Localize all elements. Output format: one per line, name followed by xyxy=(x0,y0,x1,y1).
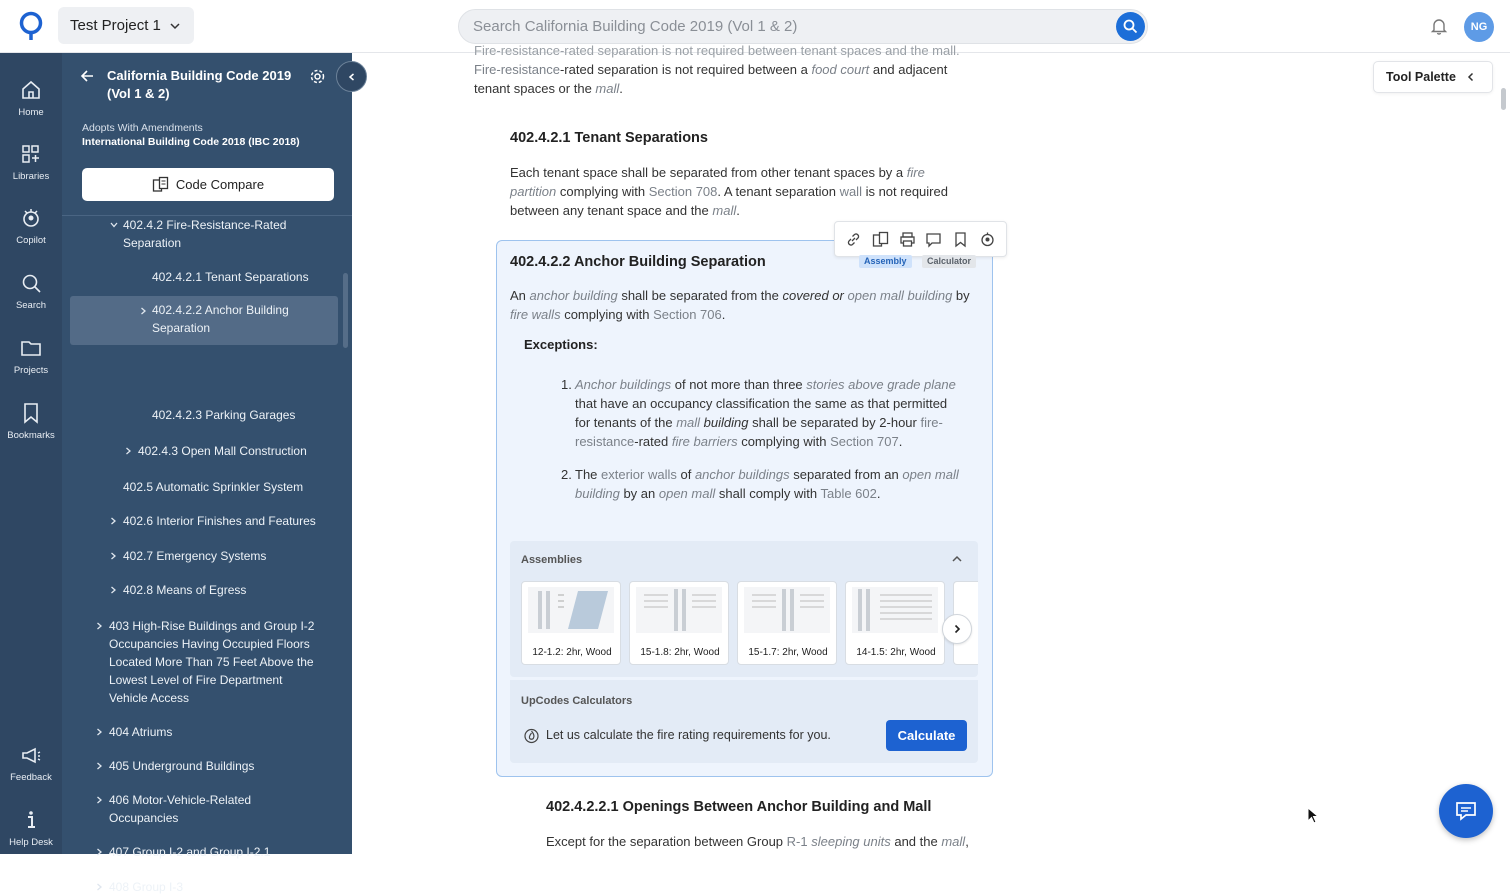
gear-icon[interactable] xyxy=(309,68,326,85)
tree-label: 402.4.2.1 Tenant Separations xyxy=(152,270,309,284)
text: shall comply with xyxy=(715,486,821,501)
tree-label: Lowest Level of Fire Department xyxy=(109,673,283,687)
text: by an xyxy=(619,486,659,501)
tree-label: 403 High-Rise Buildings and Group I-2 xyxy=(109,619,315,633)
defined-term[interactable]: Fire-resistance xyxy=(474,62,560,77)
assemblies-title: Assemblies xyxy=(521,554,583,566)
compare-icon[interactable] xyxy=(872,231,889,248)
tree-label: Occupancies xyxy=(109,811,179,825)
comment-icon[interactable] xyxy=(925,231,942,248)
exception-2 xyxy=(575,465,975,503)
tree-item-403[interactable] xyxy=(109,617,339,707)
rail-label: Projects xyxy=(13,365,49,376)
text: . xyxy=(619,81,623,96)
text: . xyxy=(898,434,903,449)
paragraph-mall xyxy=(474,60,994,98)
project-selector[interactable] xyxy=(58,7,194,44)
tree-label: 402.8 Means of Egress xyxy=(123,583,247,597)
section-heading-402-4-2-1: 402.4.2.1 Tenant Separations xyxy=(510,130,708,146)
print-icon[interactable] xyxy=(899,231,916,248)
text: by xyxy=(952,288,970,303)
section-action-bar xyxy=(834,221,1007,257)
text: tenant spaces or the xyxy=(474,81,596,96)
calculators-panel xyxy=(510,680,978,763)
section-link[interactable]: Section 707 xyxy=(830,434,899,449)
text: separated from an xyxy=(789,467,903,482)
sidebar-scrollbar[interactable] xyxy=(343,273,348,348)
defined-term[interactable]: food court xyxy=(811,62,870,77)
defined-term[interactable]: exterior walls xyxy=(601,467,677,482)
text: . xyxy=(736,203,740,218)
defined-term[interactable]: mall xyxy=(941,834,966,849)
tree-item-402-5[interactable] xyxy=(123,478,333,496)
section-heading-402-4-2-2-1: 402.4.2.2.1 Openings Between Anchor Building and Mall xyxy=(546,799,932,815)
rail-label: Libraries xyxy=(12,171,50,182)
libraries-icon xyxy=(20,143,42,165)
tree-label: Located More Than 75 Feet Above the xyxy=(109,655,314,669)
calculate-button[interactable]: Calculate xyxy=(886,720,967,751)
home-icon xyxy=(20,79,42,101)
rail-search[interactable] xyxy=(0,272,62,311)
search-button[interactable] xyxy=(1116,12,1145,41)
mouse-cursor-icon xyxy=(1307,807,1319,825)
section-heading-402-4-2-2: 402.4.2.2 Anchor Building Separation xyxy=(510,254,766,270)
tree-item-408[interactable] xyxy=(109,878,329,896)
text: The xyxy=(575,467,602,482)
tree-item-406[interactable] xyxy=(109,791,329,827)
link-icon[interactable] xyxy=(845,231,862,248)
chevron-right-icon xyxy=(94,727,104,737)
chevron-left-icon xyxy=(347,72,357,82)
nav-rail xyxy=(0,53,62,854)
tool-palette-label: Tool Palette xyxy=(1386,69,1456,84)
chevron-right-icon xyxy=(94,761,104,771)
tree-item-402-4-2[interactable] xyxy=(123,216,333,252)
defined-term[interactable]: open mall xyxy=(658,486,716,501)
chevron-right-icon xyxy=(108,516,118,526)
collapse-sidebar-button[interactable] xyxy=(336,61,367,92)
paragraph-anchor xyxy=(510,286,980,324)
exception-number: 1. xyxy=(561,377,572,392)
text: -rated separation is not required between a xyxy=(559,62,812,77)
text: Each tenant space shall be separated from other tenant spaces by a xyxy=(510,165,907,180)
tree-item-402-4-2-1[interactable] xyxy=(152,268,342,286)
text: covered or xyxy=(782,288,844,303)
defined-term[interactable]: fire barriers xyxy=(671,434,738,449)
back-arrow-icon[interactable] xyxy=(80,69,94,83)
defined-term[interactable]: fire- xyxy=(920,415,943,430)
text: -rated xyxy=(634,434,672,449)
folder-icon xyxy=(20,337,42,359)
chevron-right-icon xyxy=(108,551,118,561)
text: and the xyxy=(890,834,942,849)
defined-term[interactable]: fire xyxy=(906,165,925,180)
text: for tenants of the xyxy=(575,415,677,430)
tree-label: Separation xyxy=(152,321,211,335)
fire-icon xyxy=(523,727,540,744)
tree-label: 402.4.2.2 Anchor Building xyxy=(152,303,289,317)
section-link[interactable]: Section 708 xyxy=(648,184,718,199)
defined-term[interactable]: mall xyxy=(676,415,701,430)
search-bar xyxy=(458,9,1148,44)
tree-label: 408 Group I-3 xyxy=(109,880,184,894)
text: An xyxy=(510,288,530,303)
tree-item-402-6[interactable] xyxy=(123,512,338,530)
defined-term[interactable]: building xyxy=(575,486,620,501)
chevron-right-icon xyxy=(94,847,104,857)
defined-term[interactable]: wall xyxy=(839,184,862,199)
adopts-label: Adopts With Amendments xyxy=(82,122,203,134)
calculators-title: UpCodes Calculators xyxy=(521,695,633,707)
search-icon xyxy=(1123,19,1138,34)
tree-label: 402.5 Automatic Sprinkler System xyxy=(123,480,304,494)
chevron-right-icon xyxy=(94,795,104,805)
text: complying with xyxy=(556,184,649,199)
defined-term[interactable]: partition xyxy=(510,184,557,199)
chevron-right-icon xyxy=(94,882,104,892)
rail-feedback[interactable] xyxy=(0,744,62,783)
paragraph-tenant xyxy=(510,163,980,220)
rail-label: Bookmarks xyxy=(7,430,55,441)
defined-term[interactable]: open mall building xyxy=(847,288,953,303)
content-scrollbar[interactable] xyxy=(1501,88,1506,110)
assembly-label: 14-1.5: 2hr, Wood xyxy=(856,647,936,658)
chevron-left-icon xyxy=(1466,72,1476,82)
chevron-right-icon xyxy=(123,446,133,456)
rail-bookmarks[interactable] xyxy=(0,402,62,441)
project-name: Test Project 1 xyxy=(70,17,161,34)
assemblies-next-button[interactable] xyxy=(942,614,972,644)
defined-term[interactable]: mall xyxy=(595,81,620,96)
tree-item-405[interactable] xyxy=(109,757,329,775)
assembly-card[interactable] xyxy=(845,581,945,665)
tree-label: 407 Group I-2 and Group I-2.1 xyxy=(109,845,271,859)
copilot-icon xyxy=(20,207,42,229)
avatar[interactable]: NG xyxy=(1464,12,1494,42)
tree-label: 406 Motor-Vehicle-Related xyxy=(109,793,252,807)
info-icon xyxy=(20,809,42,831)
tree-label: 404 Atriums xyxy=(109,725,173,739)
tree-item-402-4-2-3[interactable] xyxy=(152,406,342,424)
copilot-icon[interactable] xyxy=(979,231,996,248)
defined-term[interactable]: anchor buildings xyxy=(694,467,790,482)
defined-term[interactable]: mall xyxy=(712,203,737,218)
bookmark-icon[interactable] xyxy=(952,231,969,248)
assembly-diagram-image xyxy=(852,587,938,633)
chat-button[interactable] xyxy=(1439,784,1493,838)
code-sidebar xyxy=(62,53,352,894)
defined-term[interactable]: stories above grade plane xyxy=(806,377,956,392)
tree-label: Separation xyxy=(123,236,182,250)
chevron-right-icon xyxy=(138,306,148,316)
rail-label: Help Desk xyxy=(9,837,53,848)
code-compare-label: Code Compare xyxy=(175,177,265,192)
tool-palette-button[interactable] xyxy=(1373,61,1493,93)
text: . xyxy=(721,307,726,322)
text: complying with xyxy=(560,307,654,322)
text: , xyxy=(965,834,969,849)
defined-term[interactable]: Anchor buildings xyxy=(575,377,672,392)
tree-label: 402.7 Emergency Systems xyxy=(123,549,267,563)
rail-libraries[interactable] xyxy=(0,143,62,182)
text: shall be separated by 2-hour xyxy=(748,415,921,430)
section-link[interactable]: Section 706 xyxy=(653,307,722,322)
chat-icon xyxy=(1454,799,1478,823)
megaphone-icon xyxy=(20,744,42,766)
chevron-right-icon xyxy=(94,621,104,631)
text: . A tenant separation xyxy=(717,184,840,199)
chevron-right-icon xyxy=(108,585,118,595)
tree-label: 402.4.2.3 Parking Garages xyxy=(152,408,296,422)
tree-item-402-4-3[interactable] xyxy=(138,442,338,460)
tree-item-407[interactable] xyxy=(109,843,329,861)
exceptions-heading: Exceptions: xyxy=(524,337,598,352)
upcodes-logo-icon[interactable] xyxy=(18,11,44,41)
tree-label: Occupancies Having Occupied Floors xyxy=(109,637,310,651)
exception-1 xyxy=(575,375,975,451)
text: that have an occupancy classification the same as that permitted xyxy=(575,396,948,411)
text: of xyxy=(676,467,695,482)
defined-term[interactable]: resistance xyxy=(575,434,635,449)
tree-item-404[interactable] xyxy=(109,723,329,741)
tree-label: Vehicle Access xyxy=(109,691,190,705)
text: of not more than three xyxy=(671,377,807,392)
assembly-label: 15-1.8: 2hr, Wood xyxy=(640,647,720,658)
chevron-down-icon xyxy=(109,220,119,230)
defined-term[interactable]: anchor building xyxy=(529,288,618,303)
text: building xyxy=(700,415,749,430)
assembly-card[interactable] xyxy=(521,581,621,665)
rail-help-desk[interactable] xyxy=(0,809,62,848)
compare-icon xyxy=(152,176,169,193)
tree-item-402-7[interactable] xyxy=(123,547,333,565)
tree-label: 402.4.2 Fire-Resistance-Rated xyxy=(123,218,287,232)
book-title xyxy=(107,67,297,103)
assembly-diagram-image xyxy=(744,587,830,633)
chevron-down-icon xyxy=(169,20,181,32)
search-input[interactable] xyxy=(473,10,1113,43)
assembly-card[interactable] xyxy=(737,581,837,665)
assembly-tag[interactable]: Assembly xyxy=(859,255,912,268)
base-code-label[interactable]: International Building Code 2018 (IBC 2018) xyxy=(82,136,300,148)
bookmark-icon xyxy=(20,402,42,424)
tree-item-402-4-2-2[interactable] xyxy=(70,296,338,345)
text: is not required xyxy=(861,184,948,199)
defined-term[interactable]: open mall xyxy=(902,467,959,482)
bell-icon[interactable] xyxy=(1430,17,1448,35)
chevron-right-icon xyxy=(952,624,962,634)
exception-number: 2. xyxy=(561,467,572,482)
chevron-up-icon[interactable] xyxy=(951,553,963,565)
defined-term[interactable]: fire walls xyxy=(510,307,561,322)
assembly-label: 15-1.7: 2hr, Wood xyxy=(748,647,828,658)
search-icon xyxy=(20,272,42,294)
assemblies-panel xyxy=(510,541,978,677)
tree-item-402-8[interactable] xyxy=(123,581,333,599)
calculator-tag[interactable]: Calculator xyxy=(922,255,976,268)
calculators-description: Let us calculate the fire rating requirements for you. xyxy=(546,728,831,742)
rail-label: Copilot xyxy=(16,235,46,246)
defined-term[interactable]: sleeping units xyxy=(811,834,891,849)
text: and adjacent xyxy=(869,62,948,77)
rail-label: Feedback xyxy=(10,772,52,783)
rail-label: Home xyxy=(18,107,44,118)
book-title-line2: (Vol 1 & 2) xyxy=(107,86,170,101)
code-compare-button[interactable] xyxy=(82,168,334,201)
rail-home[interactable] xyxy=(0,79,62,118)
paragraph-openings xyxy=(546,832,986,851)
rail-projects[interactable] xyxy=(0,337,62,376)
tree-label: 405 Underground Buildings xyxy=(109,759,255,773)
rail-copilot[interactable] xyxy=(0,207,62,246)
assembly-diagram-image xyxy=(636,587,722,633)
text: . xyxy=(876,486,881,501)
partial-paragraph: Fire-resistance-rated separation is not required between tenant spaces and the mall. xyxy=(474,43,960,58)
defined-term[interactable]: R-1 xyxy=(786,834,808,849)
text: shall be separated from the xyxy=(617,288,783,303)
text: Except for the separation between Group xyxy=(546,834,787,849)
assembly-label: 12-1.2: 2hr, Wood xyxy=(532,647,612,658)
main-content xyxy=(352,43,1502,854)
tree-label: 402.4.3 Open Mall Construction xyxy=(138,444,307,458)
book-title-line1: California Building Code 2019 xyxy=(107,68,292,83)
assembly-card[interactable] xyxy=(629,581,729,665)
text: complying with xyxy=(737,434,831,449)
rail-label: Search xyxy=(15,300,47,311)
section-link[interactable]: Table 602 xyxy=(820,486,877,501)
assembly-diagram-image xyxy=(528,587,614,633)
text: between any tenant space and the xyxy=(510,203,713,218)
tree-label: 402.6 Interior Finishes and Features xyxy=(123,514,316,528)
